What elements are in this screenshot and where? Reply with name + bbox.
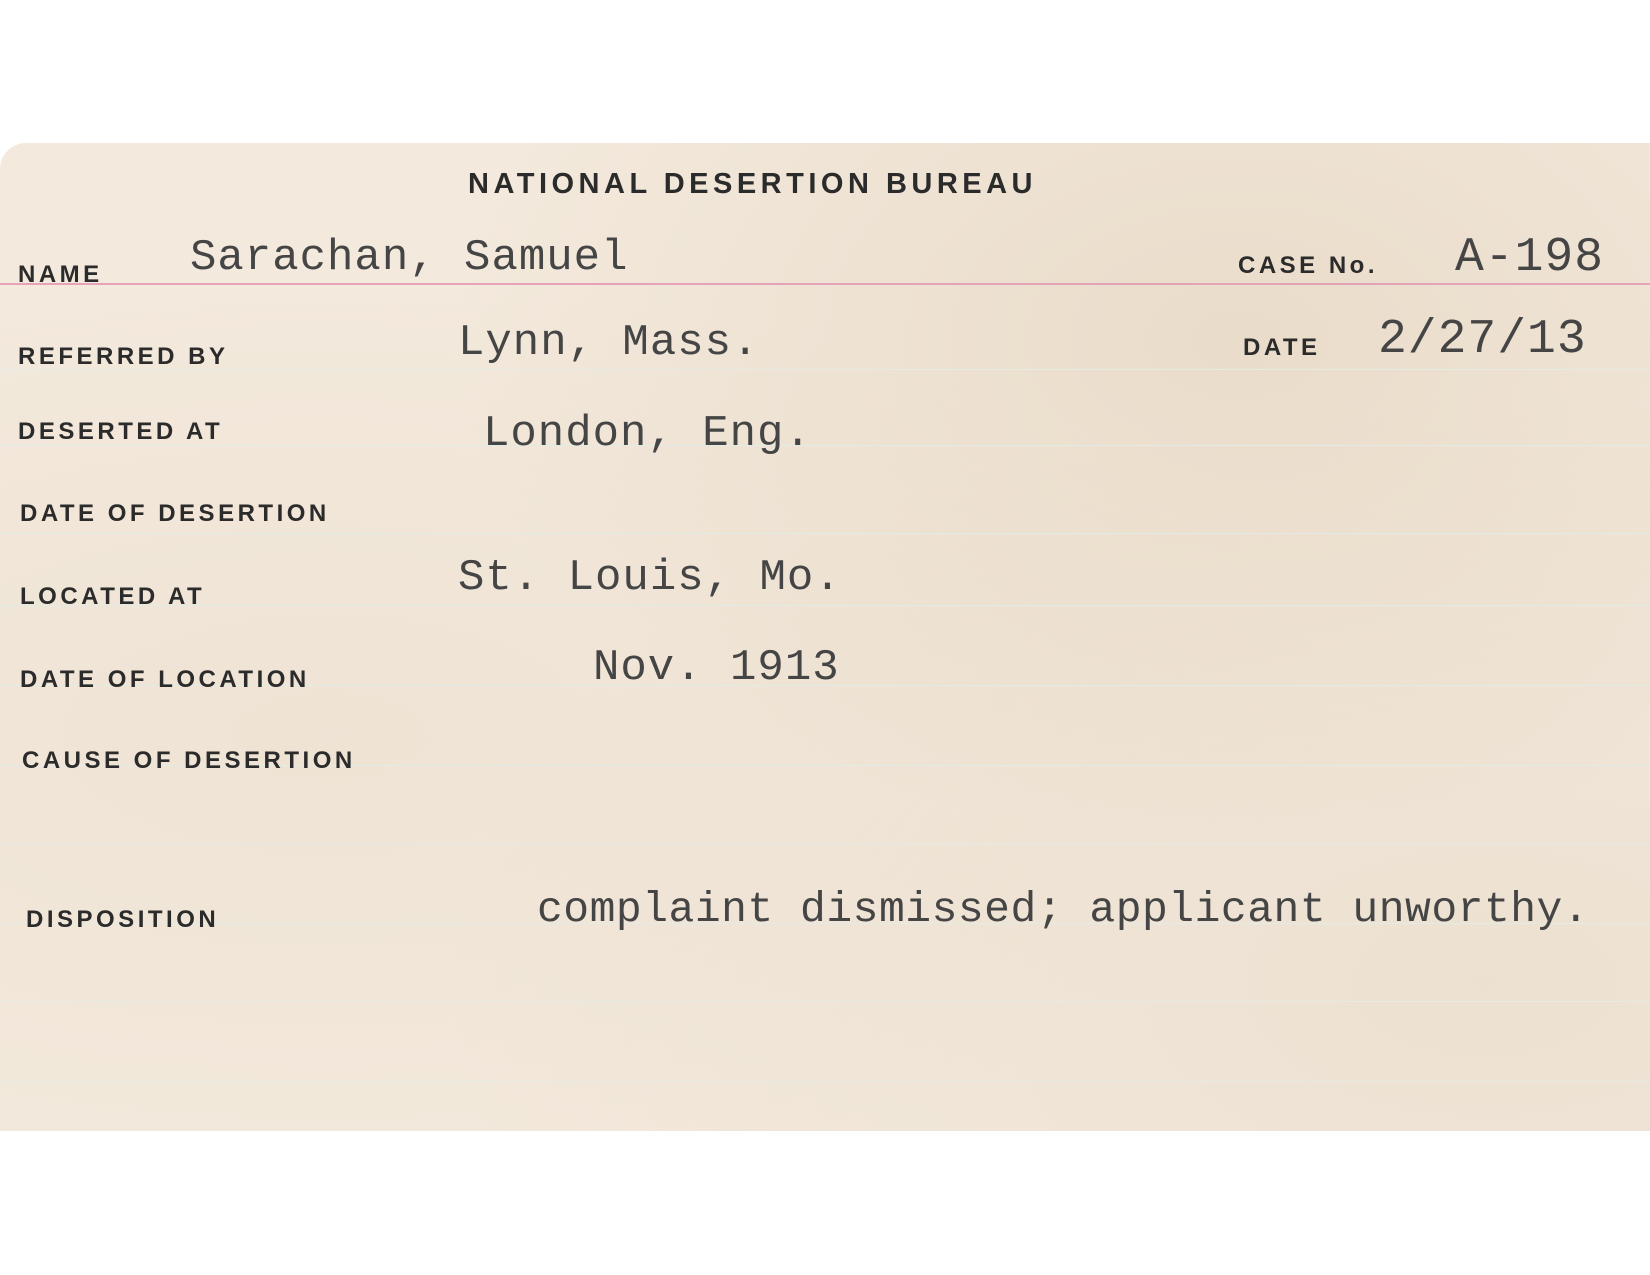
referred-by-value: Lynn, Mass. [458, 318, 760, 368]
name-label: NAME [18, 261, 103, 288]
referred-by-label: REFERRED BY [18, 343, 229, 370]
ruled-line [0, 605, 1650, 606]
ruled-line [0, 445, 1650, 446]
name-rule-line [0, 283, 1650, 285]
date-label: DATE [1243, 334, 1321, 361]
ruled-line [0, 369, 1650, 370]
date-of-desertion-label: DATE OF DESERTION [20, 500, 330, 527]
ruled-line [0, 533, 1650, 534]
deserted-at-label: DESERTED AT [18, 418, 224, 445]
ruled-line [0, 1081, 1650, 1082]
disposition-value: complaint dismissed; applicant unworthy. [537, 885, 1590, 934]
case-no-label: CASE No. [1238, 252, 1379, 279]
date-value: 2/27/13 [1378, 313, 1587, 367]
date-of-location-value: Nov. 1913 [593, 643, 840, 693]
ruled-line [0, 843, 1650, 844]
date-of-location-label: DATE OF LOCATION [20, 666, 310, 693]
located-at-value: St. Louis, Mo. [458, 553, 842, 603]
card-header: NATIONAL DESERTION BUREAU [468, 168, 1037, 200]
ruled-line [0, 1001, 1650, 1002]
cause-of-desertion-label: CAUSE OF DESERTION [22, 747, 356, 774]
disposition-label: DISPOSITION [26, 906, 220, 933]
deserted-at-value: London, Eng. [483, 409, 812, 459]
case-no-value: A-198 [1455, 231, 1605, 285]
name-value: Sarachan, Samuel [190, 233, 629, 283]
index-card [0, 143, 1650, 1131]
located-at-label: LOCATED AT [20, 583, 206, 610]
